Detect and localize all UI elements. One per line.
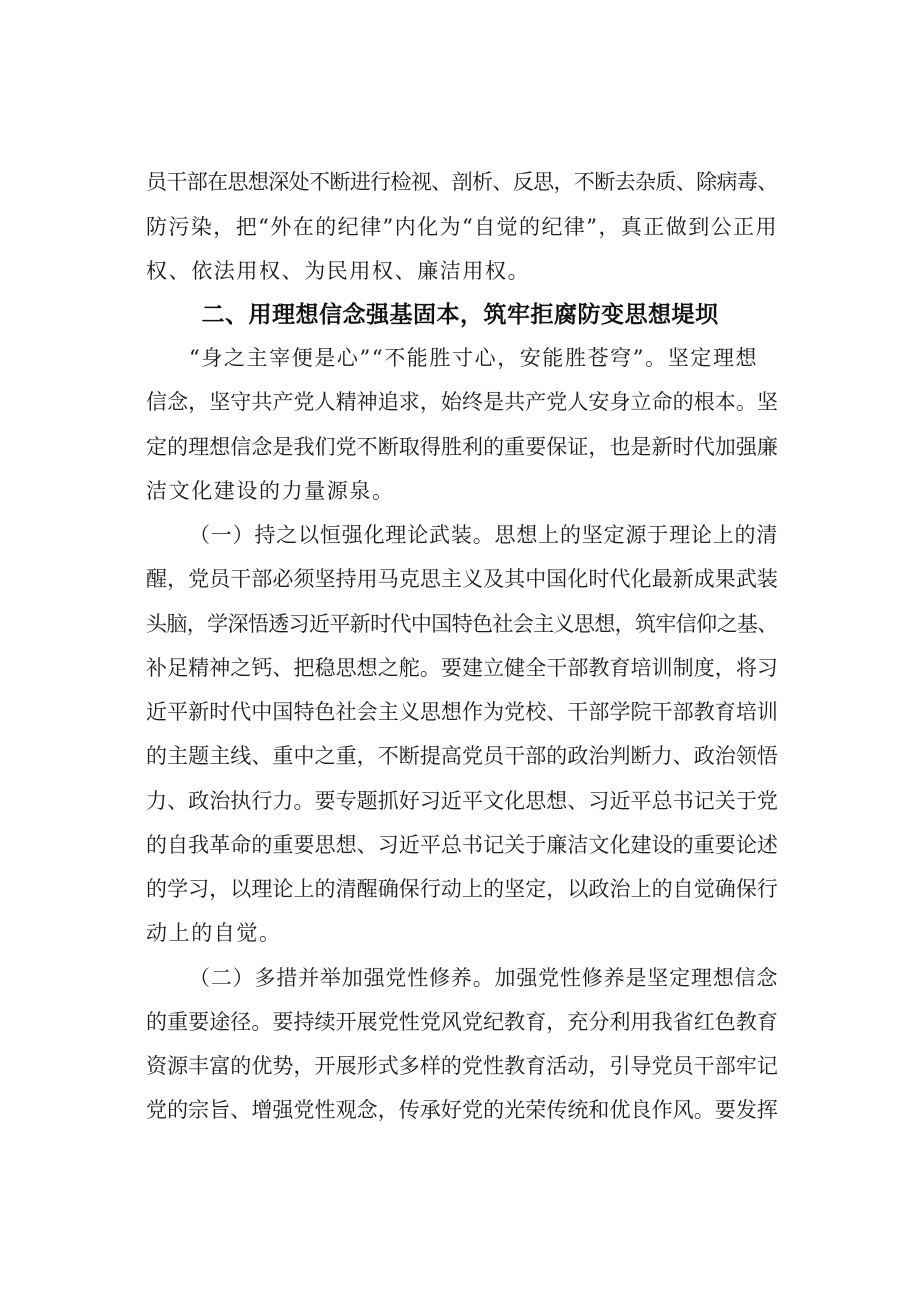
text-line: 的重要途径。要持续开展党性党风党纪教育，充分利用我省红色教育 <box>146 1010 778 1034</box>
section-heading: 二、用理想信念强基固本，筑牢拒腐防变思想堤坝 <box>201 302 719 328</box>
text-line: （一）持之以恒强化理论武装。思想上的坚定源于理论上的清 <box>189 523 779 547</box>
text-line: 权、依法用权、为民用权、廉洁用权。 <box>146 259 531 283</box>
text-line: 补足精神之钙、把稳思想之舵。要建立健全干部教育培训制度，将习 <box>146 656 778 680</box>
text-line: 的自我革命的重要思想、习近平总书记关于廉洁文化建设的重要论述 <box>146 833 778 857</box>
text-line: 动上的自觉。 <box>146 921 282 945</box>
text-line: 防污染，把“外在的纪律”内化为“自觉的纪律”，真正做到公正用 <box>146 215 778 239</box>
text-line: 醒，党员干部必须坚持用马克思主义及其中国化时代化最新成果武装 <box>146 567 778 591</box>
text-line: 党的宗旨、增强党性观念，传承好党的光荣传统和优良作风。要发挥 <box>146 1098 778 1122</box>
text-line: 近平新时代中国特色社会主义思想作为党校、干部学院干部教育培训 <box>146 700 778 724</box>
text-line: “身之主宰便是心”“不能胜寸心，安能胜苍穹”。坚定理想 <box>189 346 759 370</box>
text-line: 信念，坚守共产党人精神追求，始终是共产党人安身立命的根本。坚 <box>146 390 778 414</box>
text-line: 定的理想信念是我们党不断取得胜利的重要保证，也是新时代加强廉 <box>146 435 778 459</box>
text-line: 资源丰富的优势，开展形式多样的党性教育活动，引导党员干部牢记 <box>146 1054 778 1078</box>
text-line: 的主题主线、重中之重，不断提高党员干部的政治判断力、政治领悟 <box>146 744 778 768</box>
text-line: 的学习，以理论上的清醒确保行动上的坚定，以政治上的自觉确保行 <box>146 877 778 901</box>
text-line: 员干部在思想深处不断进行检视、剖析、反思，不断去杂质、除病毒、 <box>146 170 778 194</box>
text-line: 力、政治执行力。要专题抓好习近平文化思想、习近平总书记关于党 <box>146 789 778 813</box>
text-line: 头脑，学深悟透习近平新时代中国特色社会主义思想，筑牢信仰之基、 <box>146 612 778 636</box>
text-line: （二）多措并举加强党性修养。加强党性修养是坚定理想信念 <box>189 966 779 990</box>
text-line: 洁文化建设的力量源泉。 <box>146 479 395 503</box>
